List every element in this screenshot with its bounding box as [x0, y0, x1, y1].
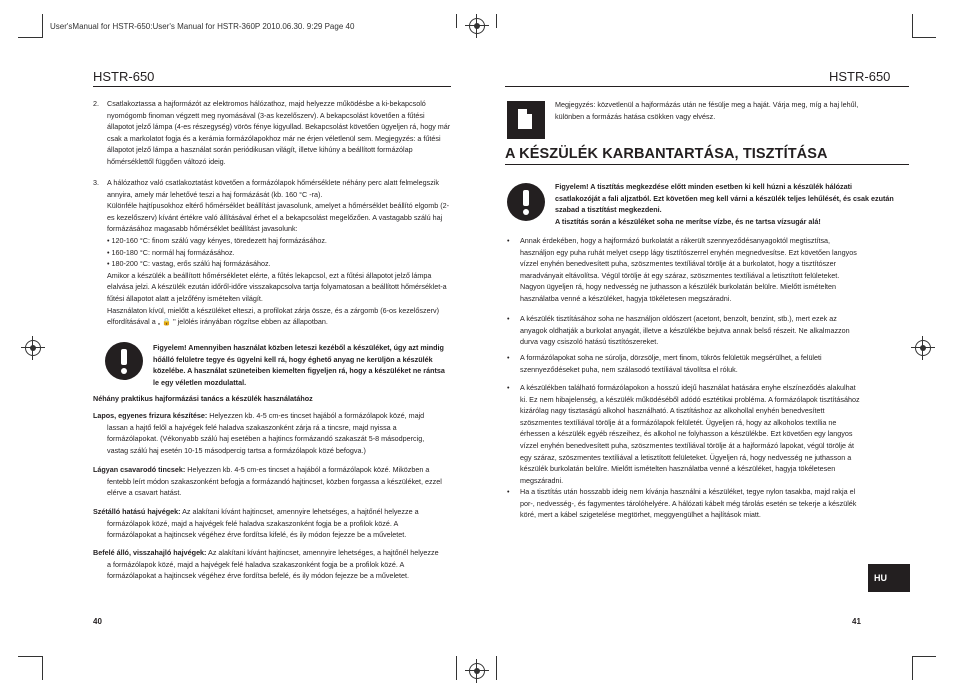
bullet-mark: •: [507, 353, 510, 362]
crop-mark: [912, 656, 936, 657]
crop-mark: [912, 656, 913, 680]
registration-mark: [469, 663, 485, 679]
crop-mark: [496, 656, 497, 680]
step-3-storage-info: Használaton kívül, mielőtt a készüléket elteszi, a profilokat zárja össze, és a zárgomb (6-os kezelőszerv) elfordításával a „ 🔒 " jelölés irányában rögzítse ebben az állapotban.: [107, 305, 439, 327]
right-model-header: HSTR-650: [829, 69, 891, 84]
styling-tips-heading: Néhány praktikus hajformázási tanács a készülék használatához: [93, 394, 313, 403]
crop-mark: [456, 14, 457, 28]
right-warning-water: A tisztítás során a készüléket soha ne merítse vízbe, és ne tartsa vízsugár alá!: [555, 216, 821, 226]
bullet-mark: •: [507, 487, 510, 496]
bullet-mark: •: [507, 314, 510, 323]
bullet-text: A készülékben található formázólapokon a hosszú idejű használat hatására enyhe elszíneződés alakulhat ki. Ez nem hibajelenség, a készülék működéséből adódó esztétikai probléma. A formázólapok tisztításához kizárólag nagy tisztaságú alkohol használható. A tisztításhoz az alkohollal enyhén benedvesített szöszmentes textíliával törölje át a formázólapok felületét. Ügyeljen rá, hogy az alkoholos textília ne érhessen a készülék egyéb részeihez, és alkohol ne folyhasson a készülékbe. Ezt követően egy langyos vízzel enyhén benedvesített puha, szöszmentes textíliával törölje át a hajformázó lapokat, végül törölje át egy száraz, szöszmentes textíliával a letisztított felületeket. Ügyeljen rá, hogy nedvesség ne juthasson a készülék burkolatán belülre. Mielőtt ismételten használatba venné a készüléket, hagyja tökéletesen megszáradni.: [520, 383, 860, 485]
tip-title: Lapos, egyenes frizura készítése:: [93, 411, 208, 420]
maintenance-bullet-4: [507, 382, 860, 486]
bullet-mark: •: [507, 236, 510, 245]
tip-text: Az alakítani kívánt hajtincset, amennyire lehetséges, a hajtőnél helyezze a formázólapok közé, majd a hajvégek felé haladva szakaszonként fogja be a profilok közé. A formázólapokat a hajtincsek végéhez érve fordítsa befelé, és ily módon fejezze be a műveletet.: [107, 548, 439, 581]
crop-mark: [42, 14, 43, 38]
left-model-header: HSTR-650: [93, 69, 155, 84]
note-icon: [507, 101, 545, 139]
bullet-text: Annak érdekében, hogy a hajformázó burkolatát a rákerült szennyeződésanyagoktól megtisztítsa, használjon egy puha ruhát melyet csepp lágy tisztítószerrel enyhén megnedvesítse. Ezt követően langyos vízzel enyhén benedvesített puha, szöszmentes textíliával törölje át a burkolatot, hogy a tisztítószer maradványait eltávolítsa. Végül törölje át egy száraz, szöszmentes textíliával a letisztított felületeket. Nagyon ügyeljen rá, hogy nedvesség ne juthasson a készülék burkolatán belülre. Mielőtt ismételten használatba venné a készüléket, hagyja tökéletesen megszáradni.: [520, 236, 857, 303]
right-note-text: Megjegyzés: közvetlenül a hajformázás után ne fésülje meg a haját. Várja meg, míg a haj lehűl, különben a formázás hatása csökken vagy elvész.: [555, 100, 859, 121]
right-header-rule: [505, 86, 909, 87]
bullet-text: Ha a tisztítás után hosszabb ideig nem kívánja használni a készüléket, tegye nylon tasakba, majd rakja el por-, nedvesség-, és fagymentes tárolóhelyére. A hálózati kábelt még tárolás esetén se tekerje a készülék köré, mert a kábel szigetelése megtörhet, meggyengülhet a hajlítások miatt.: [520, 487, 857, 520]
section-title-maintenance: A KÉSZÜLÉK KARBANTARTÁSA, TISZTÍTÁSA: [505, 146, 828, 162]
left-step-2: [93, 98, 452, 168]
registration-mark: [915, 340, 931, 356]
bullet-text: A formázólapokat soha ne súrolja, dörzsölje, mert finom, tükrös felületük megsérülhet, a felületi szennyeződéseket puha, nem szálasodó textíliával távolítsa el róluk.: [520, 353, 822, 374]
left-header-rule: [93, 86, 451, 87]
crop-mark: [496, 14, 497, 28]
styling-tip-curls: [93, 464, 443, 499]
warning-icon: [507, 183, 545, 221]
step-3-text: A hálózathoz való csatlakoztatást követően a formázólapok hőmérséklete néhány perc alatt felmelegszik annyira, amely már lehetővé teszi a haj formázását (kb. 160 °C -ra).: [107, 178, 440, 199]
tip-title: Szétálló hatású hajvégek:: [93, 507, 181, 516]
warning-icon: [105, 342, 143, 380]
print-slug: User'sManual for HSTR-650:User's Manual for HSTR-360P 2010.06.30. 9:29 Page 40: [50, 22, 355, 31]
registration-mark: [469, 18, 485, 34]
maintenance-bullet-1: [507, 235, 860, 305]
styling-tip-flip-out: [93, 506, 443, 541]
styling-tip-straight: [93, 410, 443, 456]
bullet-text: A készülék tisztításához soha ne használjon oldószert (acetont, benzolt, benzint, stb.), mert ezek az anyagok oldhatják a burkolat anyagát, illetve a készülékbe bejutva annak belső részeit. Ne alkalmazzon durva vagy csiszoló hatású tisztítószereket.: [520, 314, 850, 347]
right-warning-text: [555, 181, 895, 227]
step-3-temperature-intro: Különféle hajtípusokhoz eltérő hőmérséklet beállítást javasolunk, amelyet a hőmérséklet beállító elgomb (2-es kezelőszerv) kívánt értékre való állításával érhet el a bekapcsolást megelőzően. A vastagabb szálú haj formázásához magasabb hőmérséklet beállítást javasolunk:: [107, 201, 449, 234]
maintenance-bullet-3: [507, 352, 860, 375]
right-warning-main: Figyelem! A tisztítás megkezdése előtt minden esetben ki kell húzni a készülék hálózati csatlakozóját a fali aljzatból. Ezt követően meg kell várni a készülék teljes lehűlését, és csak ezután szabad a tisztítást megkezdeni.: [555, 182, 894, 215]
crop-mark: [18, 656, 42, 657]
styling-tip-flip-in: [93, 547, 443, 582]
step-3-heating-info: Amikor a készülék a beállított hőmérsékletet elérte, a fűtés lekapcsol, ezt a fűtési állapotot jelző lámpa elalvása jelzi. A készülék ezután időről-időre visszakapcsolva tartja folyamatosan a beállított hőmérséklet-a fűtési állapotot alatt a jelzőfény ismételten világít.: [107, 270, 447, 303]
temperature-range-normal: • 160-180 °C: normál haj formázásához.: [107, 247, 235, 257]
tip-title: Befelé álló, visszahajló hajvégek:: [93, 548, 207, 557]
registration-mark: [25, 340, 41, 356]
tip-text: Az alakítani kívánt hajtincset, amennyire lehetséges, a hajtőnél helyezze a formázólapok közé, majd a hajvégek felé haladva szakaszonként fogja be a profilok közé. A formázólapokat a hajtincsek végéhez érve fordítsa kifelé, és ily módon fejezze be a műveletet.: [107, 507, 419, 540]
maintenance-bullet-2: [507, 313, 860, 348]
right-page-number: 41: [852, 617, 861, 626]
step-2-text: Csatlakoztassa a hajformázót az elektromos hálózathoz, majd helyezze működésbe a ki-bekapcsoló nyomógomb finoman végzett meg nyomásával (3-as kezelőszerv). A bekapcsolást követően a fűtési állapotot jelző lámpa (4-es részegység) vörös fénye kigyullad. Bekapcsolást követően ügyeljen rá, hogy már csak a markolatot fogja és a kerámia formázólapokhoz már ne érjen véletlenül sem. Megjegyzés: a fűtési állapotot jelző lámpa a használat során periódikusan világít, illetve kihúny a beállított formázólap hőmérséklettől függően változó ideig.: [107, 99, 451, 166]
bullet-mark: •: [507, 383, 510, 392]
tip-text: Helyezzen kb. 4-5 cm-es tincset hajából a formázólapok közé, majd lassan a hajtő felől a hajvégek felé haladva szakaszonként zárja rá a tincsre, majd nyissa a formázólapokat. (Vékonyabb szálú haj esetében a hajtincs formázandó szakaszát 5-8 másodpercig, vastag szálú haj esetén 10-15 másodpercig tartsa a formázólapok közé befogva.): [107, 411, 425, 455]
language-tab-hu: HU: [868, 564, 910, 592]
temperature-range-fine: • 120-160 °C: finom szálú vagy kényes, töredezett haj formázásához.: [107, 235, 327, 245]
crop-mark: [912, 14, 913, 38]
tip-text: Helyezzen kb. 4-5 cm-es tincset a hajából a formázólapok közé. Miközben a fentebb leírt módon szakaszonként befogja a formázandó hajtincset, közben forgassa a készüléket, ezzel elérve a csavart hatást.: [107, 465, 442, 498]
crop-mark: [18, 37, 42, 38]
maintenance-bullet-5: [507, 486, 860, 521]
step-number: 3.: [93, 178, 99, 187]
left-page-number: 40: [93, 617, 102, 626]
step-number: 2.: [93, 99, 99, 108]
crop-mark: [912, 37, 936, 38]
left-step-3: [93, 177, 452, 328]
crop-mark: [42, 656, 43, 680]
tip-title: Lágyan csavarodó tincsek:: [93, 465, 186, 474]
crop-mark: [456, 656, 457, 680]
temperature-range-thick: • 180-200 °C: vastag, erős szálú haj formázásához.: [107, 259, 271, 269]
section-title-underline: [505, 164, 909, 165]
left-warning-text: Figyelem! Amennyiben használat közben leteszi kezéből a készüléket, úgy azt mindig hőálló felületre tegye és ügyelni kell rá, hogy éghető anyag ne kerüljön a készülék közelébe. A használat szüneteiben kiemelten figyeljen rá, hogy a készüléket ne rántsa le egy véletlen mozdulattal.: [153, 343, 445, 387]
